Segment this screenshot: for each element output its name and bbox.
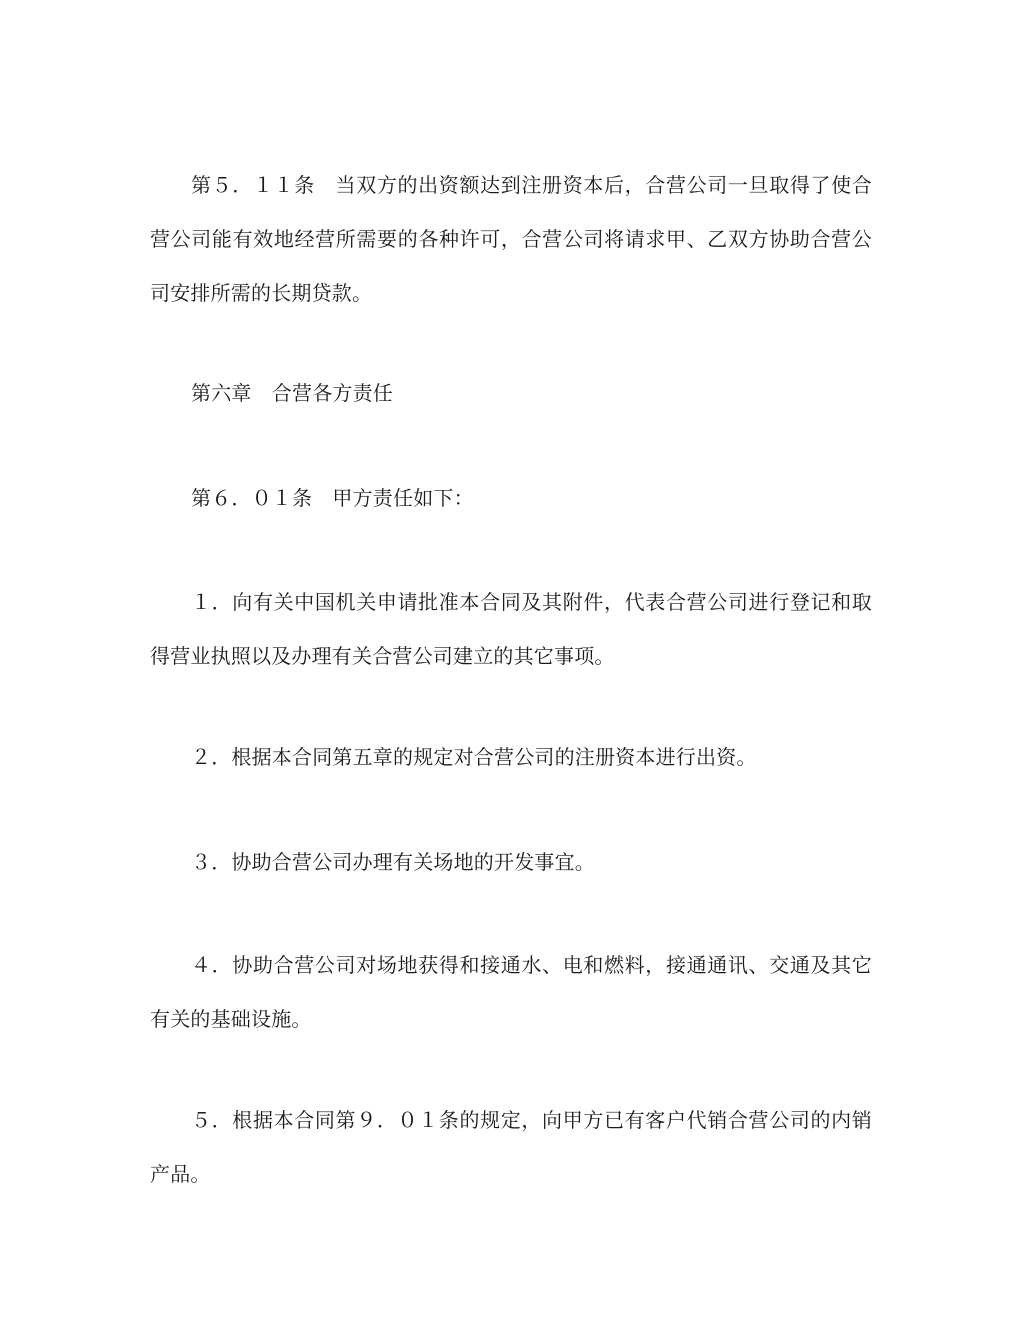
chapter-6-heading: 第六章 合营各方责任	[191, 381, 393, 405]
list-item-3: ３．协助合营公司办理有关场地的开发事宜。	[191, 850, 595, 874]
article-6-01-heading: 第６．０１条 甲方责任如下：	[191, 486, 474, 510]
list-item-2: ２．根据本合同第五章的规定对合营公司的注册资本进行出资。	[191, 745, 757, 769]
list-item-1: １．向有关中国机关申请批准本合同及其附件，代表合营公司进行登记和取得营业执照以及办理有关合营公司建立的其它事项。	[150, 590, 872, 668]
list-item-5: ５．根据本合同第９．０１条的规定，向甲方已有客户代销合营公司的内销产品。	[150, 1108, 872, 1186]
article-5-11-paragraph: 第５．１１条 当双方的出资额达到注册资本后，合营公司一旦取得了使合营公司能有效地经营所需要的各种许可，合营公司将请求甲、乙双方协助合营公司安排所需的长期贷款。	[150, 173, 872, 305]
list-item-4: ４．协助合营公司对场地获得和接通水、电和燃料，接通通讯、交通及其它有关的基础设施。	[150, 953, 872, 1031]
